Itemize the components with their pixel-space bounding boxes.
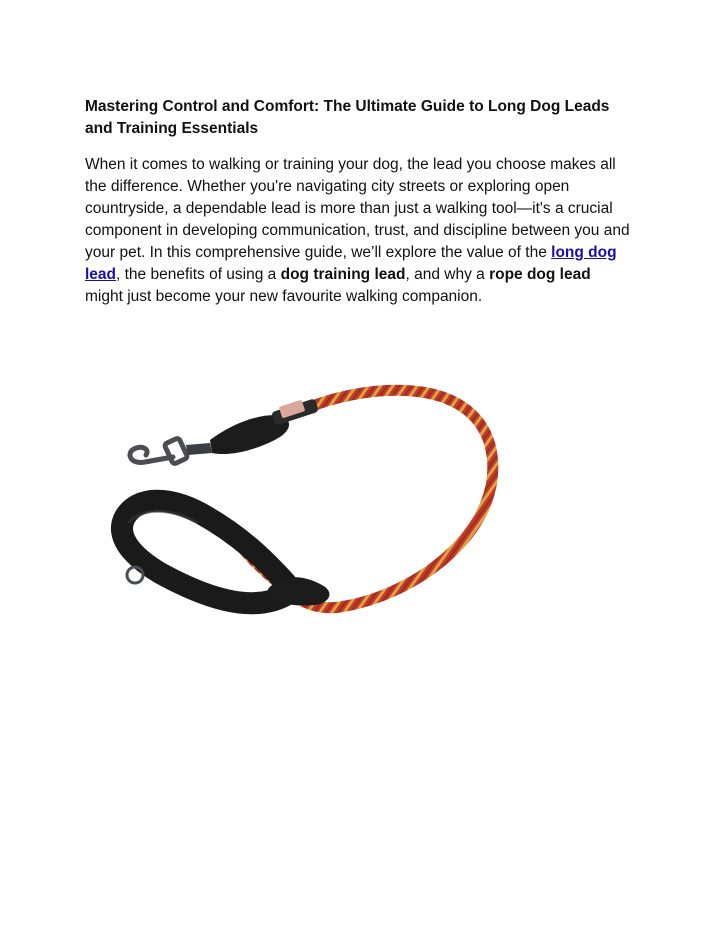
rope-lead <box>288 390 493 607</box>
intro-paragraph <box>85 154 630 308</box>
handle-loop <box>122 501 286 603</box>
intro-text-4: might just become your new favourite walking companion. <box>85 288 483 305</box>
dog-training-lead-bold: dog training lead <box>280 266 406 283</box>
snap-clip <box>130 438 188 465</box>
intro-text-1: When it comes to walking or training your dog, the lead you choose makes all the difference. Whether you're navigating city streets or exploring open countryside, a dependable lead is more than just a walking tool—it's a crucial component in developing communication, trust, and discipline between you and your pet. In this comprehensive guide, we’ll explore the value of the <box>85 156 630 261</box>
article-title: Mastering Control and Comfort: The Ultimate Guide to Long Dog Leads and Training Essentials <box>85 98 610 137</box>
rope-dog-lead-bold: rope dog lead <box>489 266 591 283</box>
dog-lead-photo <box>90 345 530 635</box>
rope-lead-illustration <box>90 345 530 635</box>
intro-text-2: , the benefits of using a <box>116 266 281 283</box>
long-dog-lead-link[interactable]: long dog lead <box>85 244 617 283</box>
intro-text-3: , and why a <box>405 266 490 283</box>
